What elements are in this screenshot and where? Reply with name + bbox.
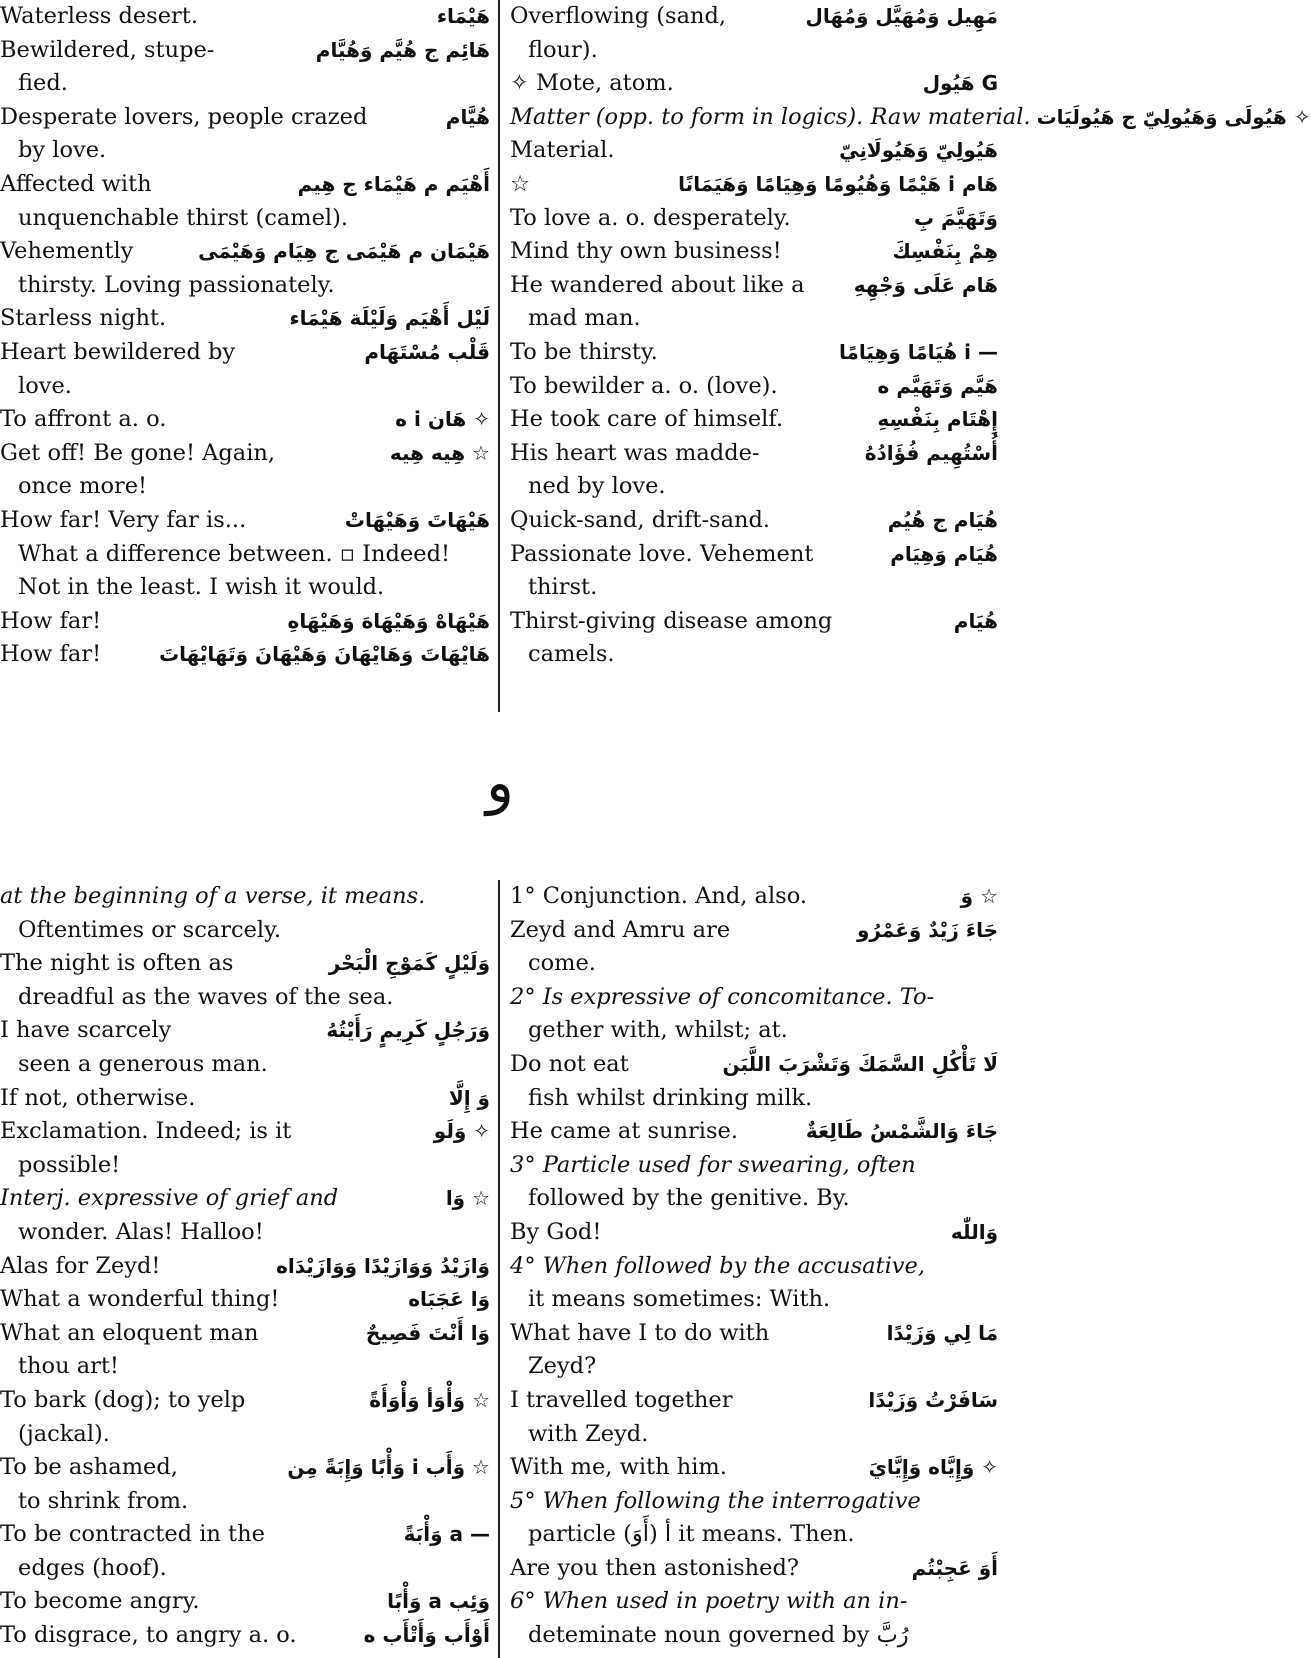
entry-definition: The night is often as <box>0 950 234 977</box>
entry-arabic-headword: G هَيُول <box>922 71 998 96</box>
entry-arabic-headword: أَهْيَم م هَيْمَاء ج هِيم <box>297 171 490 196</box>
entry-headline <box>510 168 998 202</box>
entry-definition: If not, otherwise. <box>0 1084 196 1111</box>
dictionary-entry <box>0 1451 490 1518</box>
entry-headline <box>0 0 490 34</box>
entry-definition: Affected with <box>0 170 152 197</box>
entry-arabic-headword: هُيَام ج هُيُم <box>887 507 998 532</box>
entry-definition: To love a. o. desperately. <box>510 204 791 231</box>
entry-headline <box>0 1250 490 1284</box>
entry-definition: 2° Is expressive of concomitance. To- <box>510 983 935 1010</box>
entry-arabic-headword: هَيْمَاء <box>436 4 490 28</box>
entry-definition: Heart bewildered by <box>0 338 236 365</box>
entry-definition: By God! <box>510 1218 602 1245</box>
dictionary-entry <box>0 1317 490 1384</box>
entry-continuation: possible! <box>18 1151 121 1178</box>
entry-headline <box>0 1283 490 1317</box>
dictionary-entry <box>510 1250 998 1317</box>
bottom-left-column <box>0 880 490 1653</box>
entry-headline <box>510 1250 998 1284</box>
top-right-column <box>510 0 1311 672</box>
dictionary-entry <box>510 1585 998 1652</box>
entry-headline <box>0 605 490 639</box>
dictionary-entry <box>0 168 490 235</box>
entry-headline <box>0 880 490 914</box>
entry-definition: 4° When followed by the accusative, <box>510 1252 925 1279</box>
dictionary-entry <box>510 1048 998 1115</box>
entry-headline <box>510 370 998 404</box>
entry-headline <box>0 1014 490 1048</box>
section-letter: و <box>485 748 514 816</box>
entry-continuation: wonder. Alas! Halloo! <box>18 1218 264 1245</box>
entry-arabic-headword: أُسْتُهِيم فُؤَادُهُ <box>864 440 998 465</box>
entry-headline <box>0 1317 490 1351</box>
entry-definition: Starless night. <box>0 305 167 332</box>
entry-headline <box>510 336 998 370</box>
entry-arabic-headword: وَرَجُلٍ كَرِيمٍ رَأَيْتُهُ <box>326 1018 490 1043</box>
dictionary-entry <box>510 370 998 404</box>
entry-arabic-headword: مَهِيل وَمُهَيَّل وَمُهَال <box>805 4 998 28</box>
dictionary-entry <box>510 1485 998 1552</box>
entry-definition: He came at sunrise. <box>510 1118 739 1145</box>
dictionary-entry <box>0 1014 490 1081</box>
entry-definition: How far! <box>0 641 102 668</box>
entry-headline <box>0 336 490 370</box>
entry-definition: 3° Particle used for swearing, often <box>510 1151 916 1178</box>
entry-definition: To bewilder a. o. (love). <box>510 372 778 399</box>
dictionary-entry <box>0 605 490 639</box>
column-divider <box>498 0 500 712</box>
entry-continuation: unquenchable thirst (camel). <box>18 204 349 231</box>
entry-definition: With me, with him. <box>510 1454 727 1481</box>
dictionary-entry <box>510 168 998 202</box>
entry-headline <box>510 1048 998 1082</box>
entry-headline <box>510 880 998 914</box>
entry-arabic-headword: ✧ هَان i ه <box>395 407 490 432</box>
entry-arabic-headword: وَازَيْدُ وَوَازَيْدًا وَوَازَيْدَاه <box>276 1253 490 1278</box>
entry-headline <box>0 302 490 336</box>
entry-headline <box>510 0 998 34</box>
entry-continuation: thou art! <box>18 1353 119 1380</box>
entry-definition: 6° When used in poetry with an in- <box>510 1588 908 1615</box>
entry-continuation: seen a generous man. <box>18 1050 268 1077</box>
entry-continuation: to shrink from. <box>18 1487 189 1514</box>
entry-headline <box>510 605 998 639</box>
entry-arabic-headword: ✧ وَإِيَّاه وَإِيَّايَ <box>868 1455 998 1480</box>
dictionary-entry <box>0 1585 490 1619</box>
bottom-right-column <box>510 880 998 1653</box>
entry-arabic-headword: وَا عَجَبَاه <box>408 1287 490 1312</box>
dictionary-entry <box>0 1283 490 1317</box>
entry-arabic-headword: هِمْ بِنَفْسِكَ <box>892 239 998 264</box>
entry-headline <box>0 1585 490 1619</box>
entry-headline <box>510 403 998 437</box>
entry-arabic-headword: هَائِم ج هُيَّم وَهُيَّام <box>315 37 490 62</box>
dictionary-entry <box>510 880 998 914</box>
entry-definition: To become angry. <box>0 1588 200 1615</box>
entry-headline <box>510 437 998 471</box>
entry-arabic-headword: وَلَيْلٍ كَمَوْجِ الْبَحْر <box>328 951 490 976</box>
entry-definition: I travelled together <box>510 1386 733 1413</box>
dictionary-entry <box>510 504 998 538</box>
entry-arabic-headword: — i هُيَامًا وَهِيَامًا <box>838 339 998 364</box>
entry-headline <box>0 34 490 68</box>
entry-continuation: thirsty. Loving passionately. <box>18 271 335 298</box>
entry-headline <box>510 134 998 168</box>
entry-definition: Overflowing (sand, <box>510 3 727 29</box>
entry-headline <box>0 403 490 437</box>
entry-continuation: (jackal). <box>18 1420 110 1447</box>
dictionary-entry <box>0 1619 490 1653</box>
entry-continuation: camels. <box>528 641 615 668</box>
entry-definition: Zeyd and Amru are <box>510 916 731 943</box>
dictionary-entry <box>510 1149 998 1216</box>
entry-definition: Bewildered, stupe- <box>0 36 215 63</box>
entry-arabic-headword: هَيْمَان م هَيْمَى ج هِيَام وَهَيْمَى <box>198 239 490 264</box>
dictionary-entry <box>510 269 998 336</box>
entry-definition: Material. <box>510 137 615 164</box>
entry-headline <box>510 1585 998 1619</box>
entry-headline <box>510 269 998 303</box>
entry-definition: To be ashamed, <box>0 1454 178 1481</box>
entry-arabic-headword: هَيَّم وَتَهَيَّم ه <box>877 373 998 398</box>
entry-continuation: by love. <box>18 137 107 164</box>
entry-headline <box>0 1182 490 1216</box>
entry-headline <box>510 235 998 269</box>
entry-continuation: What a difference between. ▫ Indeed! <box>18 540 451 567</box>
entry-continuation: come. <box>528 950 596 977</box>
entry-continuation: followed by the genitive. By. <box>528 1185 850 1212</box>
entry-continuation: gether with, whilst; at. <box>528 1017 788 1044</box>
entry-definition: Desperate lovers, people crazed <box>0 103 368 130</box>
entry-headline <box>0 638 490 672</box>
entry-definition: How far! Very far is... <box>0 506 247 533</box>
entry-arabic-headword: ☆ وَ <box>960 884 998 908</box>
entry-headline <box>0 235 490 269</box>
dictionary-entry <box>0 101 490 168</box>
entry-definition: How far! <box>0 607 102 634</box>
entry-arabic-headword: قَلْب مُسْتَهَام <box>364 339 490 364</box>
entry-arabic-headword: هُيَام وَهِيَام <box>890 541 998 566</box>
entry-definition: To bark (dog); to yelp <box>0 1386 246 1413</box>
entry-headline <box>510 202 998 236</box>
entry-continuation: fied. <box>18 70 68 97</box>
entry-continuation: particle أ (أَوَ) it means. Then. <box>528 1521 855 1548</box>
entry-definition: Exclamation. Indeed; is it <box>0 1118 292 1145</box>
entry-definition: Alas for Zeyd! <box>0 1252 161 1279</box>
dictionary-entry <box>0 34 490 101</box>
dictionary-entry <box>0 504 490 605</box>
entry-continuation: love. <box>18 372 72 399</box>
entry-continuation: once more! <box>18 473 148 500</box>
entry-arabic-headword: لَيْل أَهْيَم وَلَيْلَة هَيْمَاء <box>289 306 490 331</box>
entry-arabic-headword: ✧ هَيُولَى وَهَيُولِيّ ج هَيُولَيَات <box>1036 104 1311 129</box>
entry-continuation: deteminate noun governed by رُبَّ <box>528 1622 909 1649</box>
entry-definition: I have scarcely <box>0 1017 172 1044</box>
entry-definition: ☆ <box>510 170 531 197</box>
dictionary-entry <box>510 1384 998 1451</box>
entry-continuation: ned by love. <box>528 473 666 500</box>
dictionary-entry <box>0 1082 490 1116</box>
dictionary-entry <box>510 1552 998 1586</box>
dictionary-entry <box>510 538 998 605</box>
dictionary-entry <box>0 947 490 1014</box>
entry-definition: Are you then astonished? <box>510 1554 799 1581</box>
entry-continuation: with Zeyd. <box>528 1420 649 1447</box>
bottom-section <box>0 880 1000 1658</box>
dictionary-entry <box>510 1317 998 1384</box>
entry-arabic-headword: ☆ هِيه هِيه <box>389 440 490 465</box>
entry-headline <box>510 1149 998 1183</box>
entry-headline <box>510 1485 998 1519</box>
entry-definition: To affront a. o. <box>0 406 167 433</box>
entry-arabic-headword: ✧ وَلَو <box>433 1119 490 1144</box>
entry-arabic-headword: هَايْهَاتَ وَهَايْهَانَ وَهَيْهَانَ وَتَهَايْهَاتَ <box>159 642 490 667</box>
entry-arabic-headword: وَتَهَيَّمَ بِ <box>913 205 998 230</box>
entry-definition: He wandered about like a <box>510 271 805 298</box>
dictionary-entry <box>510 1115 998 1149</box>
dictionary-entry <box>510 0 998 67</box>
dictionary-entry <box>0 302 490 336</box>
dictionary-entry <box>510 981 998 1048</box>
dictionary-entry <box>0 0 490 34</box>
dictionary-entry <box>0 880 490 947</box>
dictionary-entry <box>0 1250 490 1284</box>
entry-definition: Thirst-giving disease among <box>510 607 833 634</box>
entry-headline <box>510 67 998 101</box>
entry-headline <box>510 1216 998 1250</box>
entry-continuation: flour). <box>528 36 598 63</box>
entry-definition: Waterless desert. <box>0 3 198 29</box>
dictionary-entry <box>0 235 490 302</box>
entry-arabic-headword: وَ إِلَّا <box>448 1085 490 1110</box>
entry-arabic-headword: سَافَرْتُ وَزَيْدًا <box>868 1387 998 1412</box>
entry-definition: 1° Conjunction. And, also. <box>510 883 808 909</box>
entry-continuation: fish whilst drinking milk. <box>528 1084 813 1111</box>
entry-arabic-headword: أَوْأَب وَأَتْأَب ه <box>363 1623 490 1648</box>
entry-arabic-headword: لَا تَأْكُلِ السَّمَكَ وَتَشْرَبَ اللَّبَن <box>722 1051 998 1076</box>
entry-headline <box>0 1115 490 1149</box>
entry-headline <box>510 914 998 948</box>
entry-headline <box>510 1384 998 1418</box>
entry-arabic-headword: مَا لِي وَزَيْدًا <box>886 1320 998 1345</box>
entry-continuation: mad man. <box>528 305 641 332</box>
entry-arabic-headword: هَيْهَاهْ وَهَيْهَاهَ وَهَيْهَاهِ <box>287 608 490 633</box>
dictionary-entry <box>510 605 998 672</box>
entry-headline <box>0 1082 490 1116</box>
entry-arabic-headword: هُيَام <box>953 608 998 633</box>
entry-arabic-headword: جَاءَ زَيْدٌ وَعَمْرُو <box>856 917 998 942</box>
entry-continuation: thirst. <box>528 574 598 601</box>
top-section <box>0 0 1311 712</box>
entry-continuation: Not in the least. I wish it would. <box>18 574 385 601</box>
entry-arabic-headword: ☆ وَأَب i وَأْبًا وَإِبَةً مِن <box>287 1455 490 1480</box>
entry-arabic-headword: إِهْتَام بِنَفْسِهِ <box>877 407 998 432</box>
entry-headline <box>510 101 1311 135</box>
dictionary-entry <box>510 914 998 981</box>
entry-arabic-headword: جَاءَ وَالشَّمْسُ طَالِعَةٌ <box>805 1119 998 1144</box>
dictionary-entry <box>510 101 1311 135</box>
entry-definition: Interj. expressive of grief and <box>0 1185 339 1212</box>
entry-continuation: Oftentimes or scarcely. <box>18 916 281 943</box>
top-left-column <box>0 0 490 672</box>
entry-headline <box>510 504 998 538</box>
entry-arabic-headword: وَئِب a وَأْبًا <box>387 1589 490 1614</box>
entry-continuation: it means sometimes: With. <box>528 1286 831 1313</box>
entry-headline <box>510 981 998 1015</box>
entry-arabic-headword: وَا أَنْتَ فَصِيحٌ <box>365 1320 490 1345</box>
dictionary-entry <box>0 638 490 672</box>
entry-definition: Do not eat <box>510 1050 629 1077</box>
dictionary-entry <box>510 67 998 101</box>
entry-headline <box>0 101 490 135</box>
entry-headline <box>0 168 490 202</box>
entry-definition: Quick-sand, drift-sand. <box>510 506 771 533</box>
dictionary-entry <box>510 403 998 437</box>
dictionary-entry <box>510 202 998 236</box>
dictionary-entry <box>510 1216 998 1250</box>
dictionary-entry <box>0 1384 490 1451</box>
entry-definition: 5° When following the interrogative <box>510 1487 921 1514</box>
entry-arabic-headword: هَام i هَيْمًا وَهُيُومًا وَهِيَامًا وَهَيَمَانًا <box>678 171 998 196</box>
entry-definition: Get off! Be gone! Again, <box>0 439 276 466</box>
entry-definition: What have I to do with <box>510 1319 770 1346</box>
dictionary-entry <box>510 336 998 370</box>
entry-headline <box>0 947 490 981</box>
entry-headline <box>0 1518 490 1552</box>
entry-arabic-headword: هُيَّام <box>445 104 490 129</box>
entry-headline <box>0 1384 490 1418</box>
entry-headline <box>0 437 490 471</box>
dictionary-entry <box>510 235 998 269</box>
entry-arabic-headword: ☆ وَا <box>445 1186 490 1211</box>
dictionary-entry <box>0 1182 490 1249</box>
entry-continuation: dreadful as the waves of the sea. <box>18 983 394 1010</box>
entry-definition: Matter (opp. to form in logics). Raw material. <box>510 103 1031 130</box>
entry-headline <box>510 1115 998 1149</box>
entry-headline <box>510 1317 998 1351</box>
entry-arabic-headword: هَيْهَاتَ وَهَيْهَاتْ <box>344 507 490 532</box>
dictionary-entry <box>510 134 998 168</box>
dictionary-entry <box>0 336 490 403</box>
entry-arabic-headword: ☆ وَأْوَأ وَأْوَأَةً <box>369 1387 490 1412</box>
entry-definition: at the beginning of a verse, it means. <box>0 883 426 909</box>
entry-definition: ✧ Mote, atom. <box>510 70 674 97</box>
entry-headline <box>0 504 490 538</box>
entry-arabic-headword: وَاللّٰه <box>950 1219 998 1244</box>
entry-arabic-headword: هَيُولِيّ وَهَيُولَانِيّ <box>839 138 998 163</box>
entry-arabic-headword: هَام عَلَى وَجْهِهِ <box>853 272 998 297</box>
entry-definition: Vehemently <box>0 238 134 265</box>
entry-arabic-headword: — a وَأْبَةً <box>403 1522 490 1547</box>
entry-headline <box>0 1451 490 1485</box>
entry-definition: What a wonderful thing! <box>0 1286 280 1313</box>
dictionary-entry <box>0 1115 490 1182</box>
dictionary-entry <box>0 437 490 504</box>
entry-continuation: Zeyd? <box>528 1353 597 1380</box>
entry-definition: To be thirsty. <box>510 338 658 365</box>
column-divider <box>498 880 500 1658</box>
entry-arabic-headword: أَوَ عَجِبْتُم <box>911 1555 998 1580</box>
entry-continuation: edges (hoof). <box>18 1554 167 1581</box>
entry-headline <box>510 538 998 572</box>
entry-headline <box>510 1451 998 1485</box>
dictionary-entry <box>0 1518 490 1585</box>
entry-definition: What an eloquent man <box>0 1319 259 1346</box>
entry-definition: Passionate love. Vehement <box>510 540 814 567</box>
dictionary-entry <box>0 403 490 437</box>
entry-headline <box>0 1619 490 1653</box>
entry-definition: To disgrace, to angry a. o. <box>0 1622 297 1649</box>
entry-definition: He took care of himself. <box>510 406 784 433</box>
dictionary-entry <box>510 1451 998 1485</box>
dictionary-entry <box>510 437 998 504</box>
entry-definition: To be contracted in the <box>0 1521 265 1548</box>
entry-headline <box>510 1552 998 1586</box>
entry-definition: His heart was madde- <box>510 439 760 466</box>
entry-definition: Mind thy own business! <box>510 238 782 265</box>
